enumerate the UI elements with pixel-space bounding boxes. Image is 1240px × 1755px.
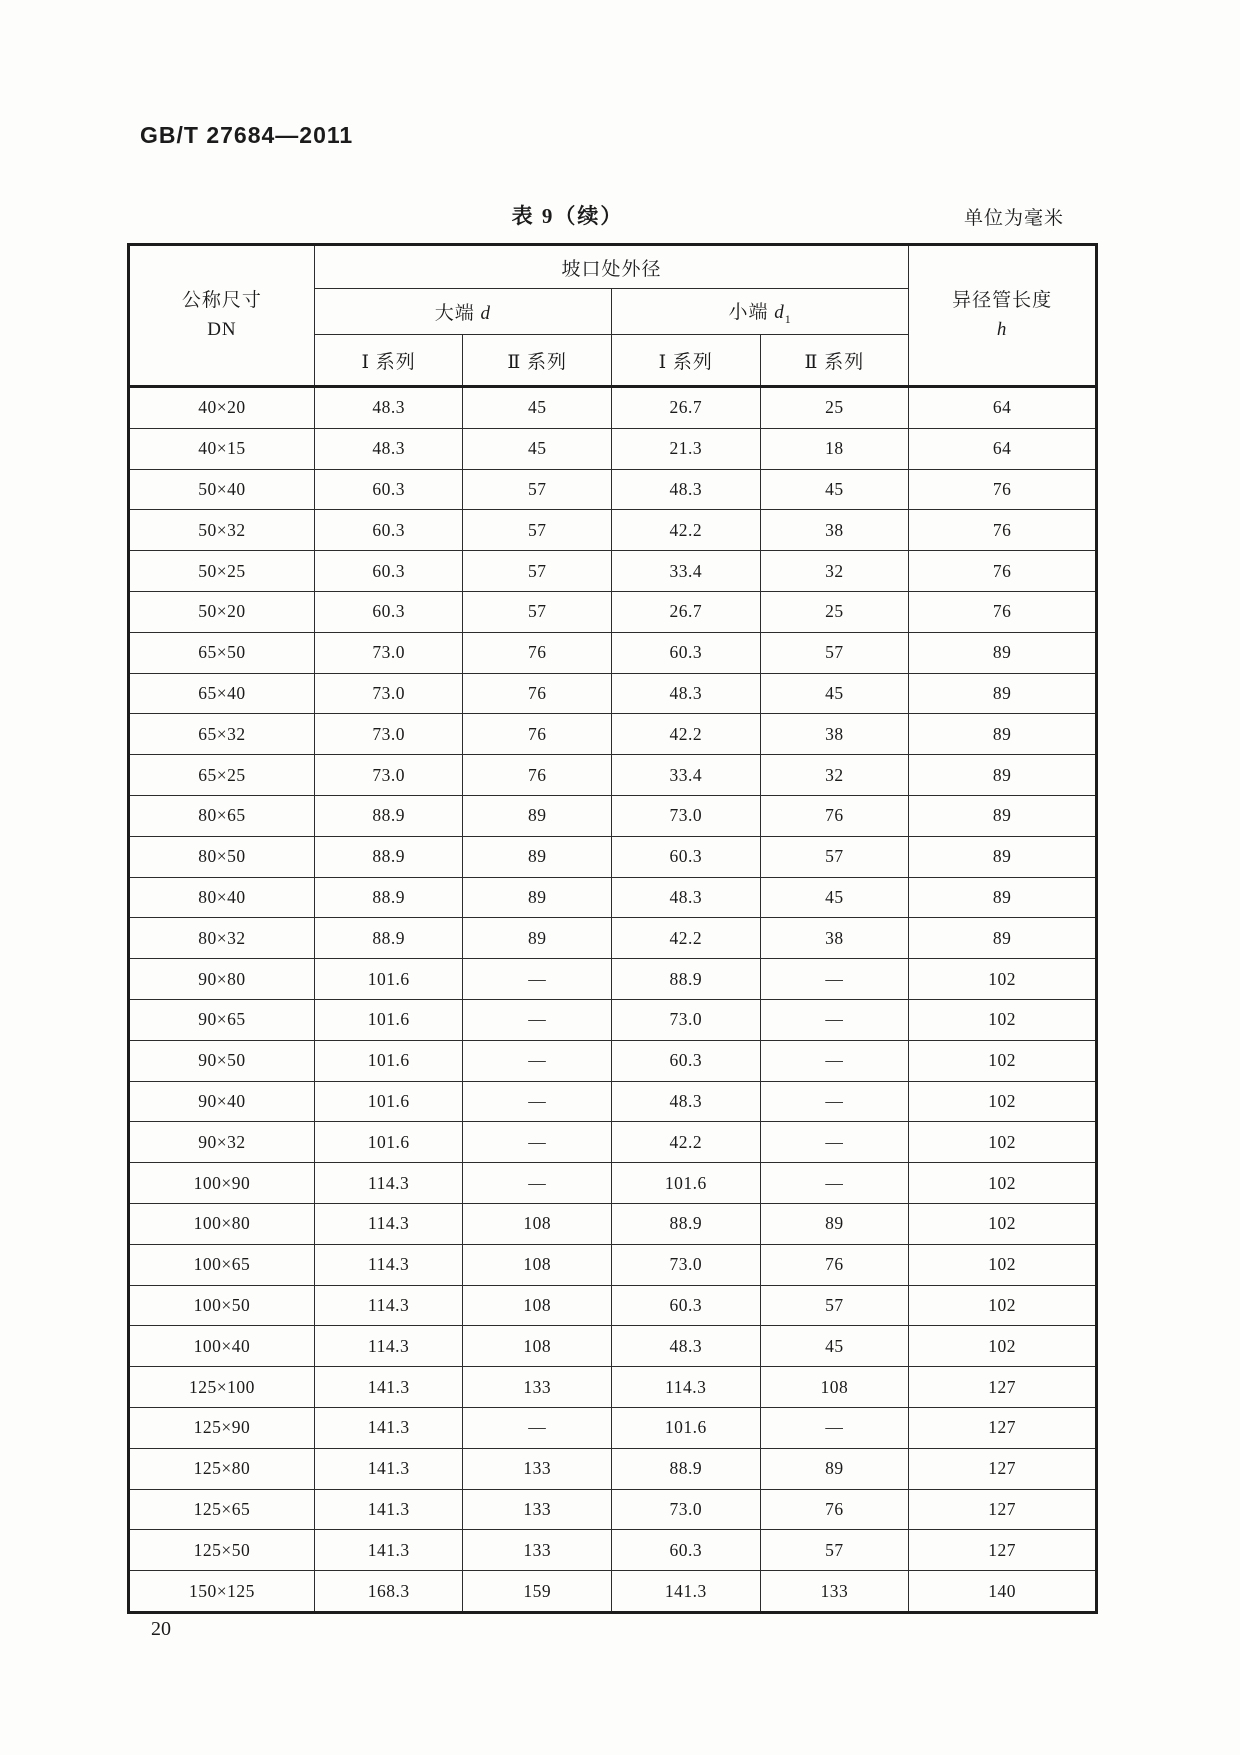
dn-cell: 80×40 (129, 877, 315, 918)
value-cell: 76 (909, 591, 1097, 632)
table-row (129, 1326, 1097, 1367)
header-small-end-prefix: 小端 (728, 301, 775, 323)
value-cell: 60.3 (314, 510, 463, 551)
value-cell: 48.3 (612, 673, 761, 714)
header-small-end (612, 289, 909, 335)
dn-cell: 90×65 (129, 999, 315, 1040)
value-cell: 60.3 (612, 1040, 761, 1081)
table-row (129, 1244, 1097, 1285)
value-cell: 73.0 (314, 714, 463, 755)
header-small-end-symbol: d (774, 301, 785, 323)
value-cell: 76 (760, 1489, 909, 1530)
table-body (129, 387, 1097, 1613)
dn-cell: 65×40 (129, 673, 315, 714)
value-cell: 48.3 (612, 1081, 761, 1122)
dn-cell: 125×65 (129, 1489, 315, 1530)
value-cell: 89 (909, 918, 1097, 959)
value-cell: 89 (909, 877, 1097, 918)
value-cell: — (760, 1407, 909, 1448)
dn-cell: 125×80 (129, 1448, 315, 1489)
table-row (129, 387, 1097, 429)
value-cell: 76 (760, 795, 909, 836)
value-cell: 89 (909, 632, 1097, 673)
value-cell: 33.4 (612, 755, 761, 796)
value-cell: 133 (463, 1367, 612, 1408)
header-bevel-od-group: 坡口处外径 (314, 245, 908, 289)
table-row (129, 1285, 1097, 1326)
unit-note: 单位为毫米 (963, 208, 1064, 229)
value-cell: 133 (463, 1448, 612, 1489)
value-cell: — (463, 1081, 612, 1122)
value-cell: 102 (909, 1203, 1097, 1244)
value-cell: 127 (909, 1407, 1097, 1448)
table-row (129, 510, 1097, 551)
table-row (129, 1571, 1097, 1613)
header-large-series-1: Ⅰ 系列 (314, 335, 463, 387)
table-row (129, 714, 1097, 755)
value-cell: 38 (760, 510, 909, 551)
value-cell: 127 (909, 1530, 1097, 1571)
value-cell: 76 (909, 469, 1097, 510)
value-cell: 32 (760, 755, 909, 796)
value-cell: 168.3 (314, 1571, 463, 1613)
dn-cell: 100×65 (129, 1244, 315, 1285)
value-cell: 60.3 (612, 1285, 761, 1326)
value-cell: 73.0 (314, 755, 463, 796)
table-header (129, 245, 1097, 387)
value-cell: — (463, 1407, 612, 1448)
table-row (129, 1489, 1097, 1530)
header-nominal-size (129, 245, 315, 387)
value-cell: 57 (463, 469, 612, 510)
value-cell: 108 (760, 1367, 909, 1408)
table-row (129, 836, 1097, 877)
value-cell: 42.2 (612, 918, 761, 959)
dn-cell: 80×65 (129, 795, 315, 836)
dn-cell: 50×32 (129, 510, 315, 551)
header-small-end-subscript: 1 (784, 311, 792, 326)
value-cell: 48.3 (612, 877, 761, 918)
value-cell: 73.0 (612, 1489, 761, 1530)
value-cell: 57 (463, 591, 612, 632)
value-cell: 133 (463, 1489, 612, 1530)
value-cell: 88.9 (612, 1448, 761, 1489)
value-cell: 101.6 (314, 1081, 463, 1122)
value-cell: 141.3 (314, 1530, 463, 1571)
value-cell: 73.0 (612, 999, 761, 1040)
dn-cell: 100×50 (129, 1285, 315, 1326)
dn-cell: 40×15 (129, 428, 315, 469)
value-cell: 89 (909, 714, 1097, 755)
value-cell: 89 (760, 1448, 909, 1489)
value-cell: 18 (760, 428, 909, 469)
value-cell: 60.3 (612, 1530, 761, 1571)
spec-table (127, 243, 1098, 1614)
value-cell: 32 (760, 551, 909, 592)
value-cell: 102 (909, 1244, 1097, 1285)
header-reducer-length (909, 245, 1097, 387)
value-cell: 76 (760, 1244, 909, 1285)
value-cell: 108 (463, 1285, 612, 1326)
value-cell: 133 (760, 1571, 909, 1613)
value-cell: 102 (909, 1040, 1097, 1081)
dn-cell: 90×50 (129, 1040, 315, 1081)
value-cell: 60.3 (612, 632, 761, 673)
value-cell: 48.3 (612, 1326, 761, 1367)
header-reducer-length-label: 异径管长度 (952, 290, 1053, 311)
dn-cell: 100×90 (129, 1163, 315, 1204)
value-cell: 89 (760, 1203, 909, 1244)
table-row (129, 1040, 1097, 1081)
value-cell: 141.3 (314, 1489, 463, 1530)
dn-cell: 150×125 (129, 1571, 315, 1613)
value-cell: 60.3 (314, 591, 463, 632)
value-cell: 89 (909, 795, 1097, 836)
dn-cell: 100×40 (129, 1326, 315, 1367)
value-cell: 42.2 (612, 510, 761, 551)
value-cell: 60.3 (314, 469, 463, 510)
dn-cell: 90×40 (129, 1081, 315, 1122)
value-cell: 140 (909, 1571, 1097, 1613)
value-cell: 114.3 (314, 1285, 463, 1326)
table-row (129, 1081, 1097, 1122)
value-cell: 102 (909, 1081, 1097, 1122)
value-cell: 76 (909, 510, 1097, 551)
table-row (129, 1203, 1097, 1244)
value-cell: 141.3 (314, 1367, 463, 1408)
value-cell: 25 (760, 387, 909, 429)
value-cell: 73.0 (612, 795, 761, 836)
value-cell: 76 (463, 714, 612, 755)
value-cell: 89 (463, 836, 612, 877)
value-cell: 89 (909, 755, 1097, 796)
value-cell: 89 (463, 877, 612, 918)
value-cell: 89 (463, 918, 612, 959)
dn-cell: 50×20 (129, 591, 315, 632)
value-cell: 64 (909, 387, 1097, 429)
dn-cell: 100×80 (129, 1203, 315, 1244)
header-nominal-size-dn: DN (207, 318, 237, 340)
dn-cell: 65×32 (129, 714, 315, 755)
value-cell: 108 (463, 1326, 612, 1367)
dn-cell: 90×32 (129, 1122, 315, 1163)
header-large-series-2: Ⅱ 系列 (463, 335, 612, 387)
value-cell: 89 (909, 673, 1097, 714)
value-cell: 26.7 (612, 591, 761, 632)
value-cell: 101.6 (314, 999, 463, 1040)
value-cell: 102 (909, 1163, 1097, 1204)
value-cell: 76 (463, 673, 612, 714)
value-cell: 102 (909, 1122, 1097, 1163)
table-row (129, 1122, 1097, 1163)
value-cell: 73.0 (314, 632, 463, 673)
table-caption-band (127, 200, 1098, 230)
dn-cell: 125×90 (129, 1407, 315, 1448)
value-cell: 114.3 (314, 1203, 463, 1244)
value-cell: — (463, 999, 612, 1040)
value-cell: 57 (760, 632, 909, 673)
value-cell: — (760, 1040, 909, 1081)
value-cell: 114.3 (314, 1163, 463, 1204)
value-cell: — (463, 1122, 612, 1163)
value-cell: 42.2 (612, 1122, 761, 1163)
value-cell: 60.3 (314, 551, 463, 592)
table-title: 表 9（续） (511, 204, 624, 228)
value-cell: 108 (463, 1244, 612, 1285)
value-cell: 48.3 (314, 428, 463, 469)
value-cell: 57 (760, 1285, 909, 1326)
value-cell: 57 (760, 1530, 909, 1571)
value-cell: 89 (909, 836, 1097, 877)
header-small-series-1: Ⅰ 系列 (612, 335, 761, 387)
value-cell: 76 (909, 551, 1097, 592)
value-cell: 127 (909, 1448, 1097, 1489)
value-cell: 88.9 (314, 795, 463, 836)
value-cell: 88.9 (314, 836, 463, 877)
value-cell: 101.6 (314, 1122, 463, 1163)
value-cell: 88.9 (612, 1203, 761, 1244)
table-row (129, 877, 1097, 918)
value-cell: 45 (760, 877, 909, 918)
value-cell: — (760, 1122, 909, 1163)
value-cell: — (760, 1081, 909, 1122)
value-cell: 114.3 (314, 1326, 463, 1367)
value-cell: 45 (463, 387, 612, 429)
dn-cell: 65×25 (129, 755, 315, 796)
dn-cell: 50×25 (129, 551, 315, 592)
value-cell: 60.3 (612, 836, 761, 877)
value-cell: 108 (463, 1203, 612, 1244)
value-cell: — (760, 1163, 909, 1204)
value-cell: 141.3 (612, 1571, 761, 1613)
dn-cell: 80×50 (129, 836, 315, 877)
value-cell: 114.3 (314, 1244, 463, 1285)
dn-cell: 40×20 (129, 387, 315, 429)
value-cell: 88.9 (314, 918, 463, 959)
table-row (129, 1163, 1097, 1204)
value-cell: — (760, 999, 909, 1040)
header-nominal-size-label: 公称尺寸 (181, 290, 262, 311)
value-cell: 127 (909, 1489, 1097, 1530)
table-row (129, 469, 1097, 510)
table-row (129, 755, 1097, 796)
table-row (129, 1367, 1097, 1408)
value-cell: — (463, 1163, 612, 1204)
dn-cell: 80×32 (129, 918, 315, 959)
table-row (129, 795, 1097, 836)
value-cell: — (463, 1040, 612, 1081)
value-cell: 45 (760, 673, 909, 714)
value-cell: 26.7 (612, 387, 761, 429)
value-cell: 101.6 (314, 959, 463, 1000)
value-cell: 141.3 (314, 1448, 463, 1489)
table-row (129, 551, 1097, 592)
value-cell: 88.9 (612, 959, 761, 1000)
table-row (129, 632, 1097, 673)
value-cell: 45 (760, 1326, 909, 1367)
value-cell: 76 (463, 632, 612, 673)
header-large-end (314, 289, 611, 335)
page-number: 20 (151, 1618, 171, 1640)
dn-cell: 125×50 (129, 1530, 315, 1571)
value-cell: — (463, 959, 612, 1000)
table-row (129, 1407, 1097, 1448)
value-cell: 73.0 (612, 1244, 761, 1285)
value-cell: 89 (463, 795, 612, 836)
value-cell: 102 (909, 1326, 1097, 1367)
value-cell: 33.4 (612, 551, 761, 592)
value-cell: 88.9 (314, 877, 463, 918)
table-row (129, 1530, 1097, 1571)
table-row (129, 918, 1097, 959)
dn-cell: 125×100 (129, 1367, 315, 1408)
value-cell: 73.0 (314, 673, 463, 714)
value-cell: 42.2 (612, 714, 761, 755)
value-cell: 133 (463, 1530, 612, 1571)
value-cell: 38 (760, 714, 909, 755)
header-large-end-symbol: d (480, 303, 492, 324)
dn-cell: 50×40 (129, 469, 315, 510)
dn-cell: 65×50 (129, 632, 315, 673)
value-cell: 102 (909, 959, 1097, 1000)
value-cell: 57 (463, 551, 612, 592)
table-row (129, 959, 1097, 1000)
value-cell: 141.3 (314, 1407, 463, 1448)
table-row (129, 428, 1097, 469)
standard-number: GB/T 27684—2011 (140, 122, 354, 148)
value-cell: 127 (909, 1367, 1097, 1408)
value-cell: 57 (463, 510, 612, 551)
value-cell: 102 (909, 999, 1097, 1040)
table-row (129, 1448, 1097, 1489)
value-cell: 102 (909, 1285, 1097, 1326)
value-cell: 38 (760, 918, 909, 959)
value-cell: 101.6 (612, 1407, 761, 1448)
value-cell: 57 (760, 836, 909, 877)
value-cell: 21.3 (612, 428, 761, 469)
value-cell: 48.3 (314, 387, 463, 429)
value-cell: 101.6 (612, 1163, 761, 1204)
table-row (129, 673, 1097, 714)
header-reducer-length-symbol: h (996, 318, 1008, 340)
value-cell: 64 (909, 428, 1097, 469)
value-cell: 76 (463, 755, 612, 796)
table-row (129, 999, 1097, 1040)
value-cell: — (760, 959, 909, 1000)
value-cell: 45 (463, 428, 612, 469)
header-small-series-2: Ⅱ 系列 (760, 335, 909, 387)
header-large-end-prefix: 大端 (434, 303, 481, 324)
table-row (129, 591, 1097, 632)
value-cell: 114.3 (612, 1367, 761, 1408)
value-cell: 159 (463, 1571, 612, 1613)
dn-cell: 90×80 (129, 959, 315, 1000)
value-cell: 45 (760, 469, 909, 510)
value-cell: 101.6 (314, 1040, 463, 1081)
value-cell: 48.3 (612, 469, 761, 510)
value-cell: 25 (760, 591, 909, 632)
